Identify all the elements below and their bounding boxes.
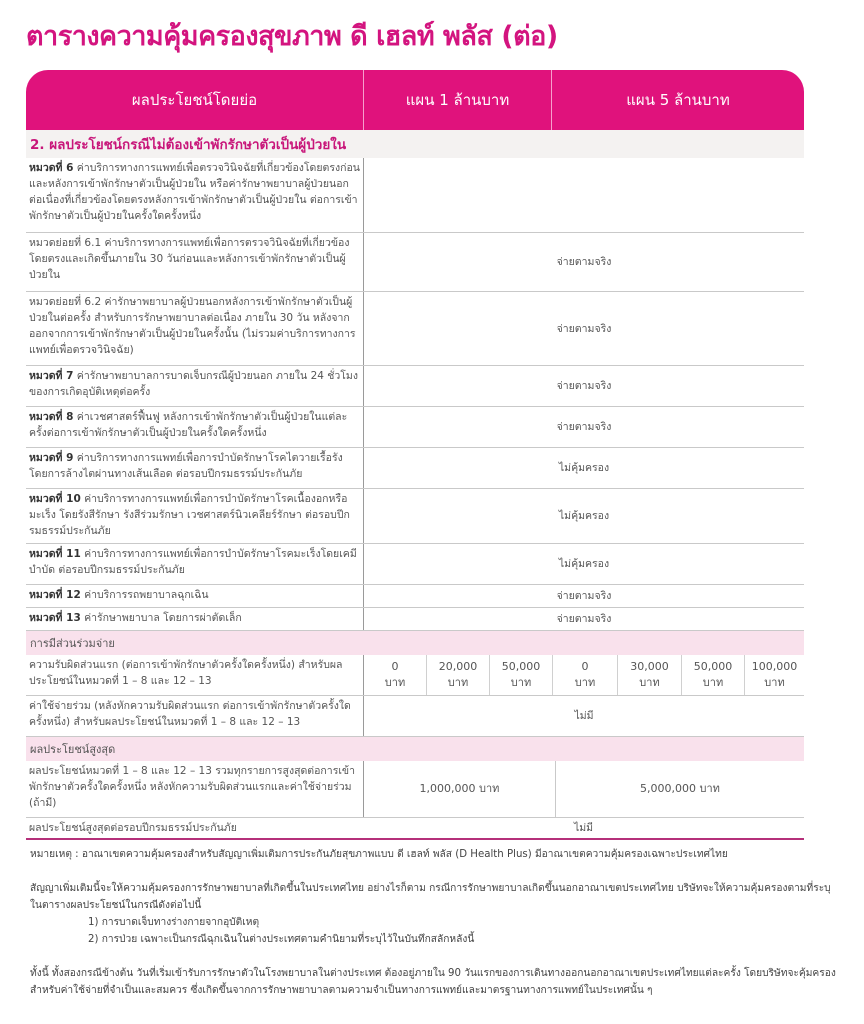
table-row xyxy=(26,608,804,631)
table-row xyxy=(26,489,804,544)
row-label: หมวดที่ 6 ค่าบริการทางการแพทย์เพื่อตรวจวินิจฉัยที่เกี่ยวข้องโดยตรงก่อนและหลังการเข้าพักรักษาตัวเป็นผู้ป่วยใน หรือค่ารักษาพยาบาลผู้ป่วยนอกต่อเนื่องที่เกี่ยวข้องโดยตรงหลังการเข้าพักรักษาตัวเป็นผู้ป่วยใน ต่อการเข้าพักรักษาตัวเป็นผู้ป่วยในครั้งใดครั้งหนึ่ง xyxy=(26,158,364,232)
row-value xyxy=(364,158,804,232)
deductible-plan5-option: 0 บาท xyxy=(553,655,618,695)
row-value: ไม่คุ้มครอง xyxy=(558,462,610,474)
row-label: หมวดย่อยที่ 6.1 ค่าบริการทางการแพทย์เพื่อการตรวจวินิจฉัยที่เกี่ยวข้องโดยตรงและเกิดขึ้นภายใน 30 วันก่อนและหลังการเข้าพักรักษาตัวเป็นผู้ป่วยใน xyxy=(26,233,364,291)
row-value: จ่ายตามจริง xyxy=(556,613,612,625)
deductible-plan5-option: 100,000 บาท xyxy=(751,660,798,689)
overseas-item-1: 1) การบาดเจ็บทางร่างกายจากอุบัติเหตุ xyxy=(88,917,260,928)
max-per-year-label: ผลประโยชน์สูงสุดต่อรอบปีกรมธรรม์ประกันภัย xyxy=(29,822,237,834)
max-benefit-section-title: ผลประโยชน์สูงสุด xyxy=(26,737,804,761)
max-plan1-value: 1,000,000 บาท xyxy=(364,761,556,817)
row-label: หมวดที่ 12 ค่าบริการรถพยาบาลฉุกเฉิน xyxy=(26,585,364,607)
row-label: หมวดที่ 9 ค่าบริการทางการแพทย์เพื่อการบำบัดรักษาโรคไตวายเรื้อรังโดยการล้างไตผ่านทางเส้นเลือด ต่อรอบปีกรมธรรม์ประกันภัย xyxy=(26,448,364,488)
row-value: จ่ายตามจริง xyxy=(556,590,612,602)
deductible-options xyxy=(364,655,804,695)
coinsurance-row xyxy=(26,696,804,737)
section-outpatient-title: 2. ผลประโยชน์กรณีไม่ต้องเข้าพักรักษาตัวเป็นผู้ป่วยใน xyxy=(26,130,804,158)
deductible-label: ความรับผิดส่วนแรก (ต่อการเข้าพักรักษาตัวครั้งใดครั้งหนึ่ง) สำหรับผลประโยชน์ในหมวดที่ 1 – 8 และ 12 – 13 xyxy=(26,655,364,695)
deductible-row xyxy=(26,655,804,696)
overseas-conditions-text: ทั้งนี้ ทั้งสองกรณีข้างต้น วันที่เริ่มเข้ารับการรักษาตัวในโรงพยาบาลในต่างประเทศ ต้องอยู่ภายใน 90 วันแรกของการเดินทางออกนอกอาณาเขตประเทศไทยแต่ละครั้ง โดยบริษัทจะคุ้มครองสำหรับค่าใช้จ่ายที่จำเป็นและสมควร ซึ่งเกิดขึ้นจากการรักษาพยาบาลตามความจำเป็นทางการแพทย์และมาตรฐานทางการแพทย์ในประเทศนั้น ๆ xyxy=(30,968,836,996)
row-label: หมวดที่ 7 ค่ารักษาพยาบาลการบาดเจ็บกรณีผู้ป่วยนอก ภายใน 24 ชั่วโมงของการเกิดอุบัติเหตุต่อครั้ง xyxy=(26,366,364,406)
row-label: หมวดที่ 8 ค่าเวชศาสตร์ฟื้นฟู หลังการเข้าพักรักษาตัวเป็นผู้ป่วยในแต่ละครั้งต่อการเข้าพักรักษาตัวเป็นผู้ป่วยในครั้งใดครั้งหนึ่ง xyxy=(26,407,364,447)
copay-section-title: การมีส่วนร่วมจ่าย xyxy=(26,631,804,655)
table-row xyxy=(26,585,804,608)
row-value: จ่ายตามจริง xyxy=(556,322,612,335)
header-benefit-summary: ผลประโยชน์โดยย่อ xyxy=(26,70,364,130)
header-plan-5m: แผน 5 ล้านบาท xyxy=(626,91,730,109)
table-row xyxy=(26,292,804,366)
deductible-plan5-option: 30,000 บาท xyxy=(618,655,682,695)
max-plan5-value: 5,000,000 บาท xyxy=(640,782,720,795)
coinsurance-label: ค่าใช้จ่ายร่วม (หลังหักความรับผิดส่วนแรก ต่อการเข้าพักรักษาตัวครั้งใดครั้งหนึ่ง) สำหรับผลประโยชน์ในหมวดที่ 1 – 8 และ 12 – 13 xyxy=(26,696,364,736)
table-row xyxy=(26,233,804,292)
deductible-plan1-option: 0 บาท xyxy=(364,655,427,695)
row-value: จ่ายตามจริง xyxy=(556,256,612,268)
row-label: หมวดที่ 13 ค่ารักษาพยาบาล โดยการผ่าตัดเล็ก xyxy=(26,608,364,630)
row-value: จ่ายตามจริง xyxy=(556,421,612,433)
table-row xyxy=(26,366,804,407)
remark-text: หมายเหตุ : อาณาเขตความคุ้มครองสำหรับสัญญาเพิ่มเติมการประกันภัยสุขภาพแบบ ดี เฮลท์ พลัส (D Health Plus) มีอาณาเขตความคุ้มครองเฉพาะประเทศไทย xyxy=(30,849,728,860)
row-label: หมวดย่อยที่ 6.2 ค่ารักษาพยาบาลผู้ป่วยนอกหลังการเข้าพักรักษาตัวเป็นผู้ป่วยในต่อครั้ง สำหรับการรักษาพยาบาลต่อเนื่อง ภายใน 30 วัน หลังจากออกจากการเข้าพักรักษาตัวเป็นผู้ป่วยในครั้งนั้น (ไม่รวมค่าบริการทางการแพทย์เพื่อตรวจวินิจฉัย) xyxy=(26,292,364,365)
max-per-year-row xyxy=(26,818,804,840)
overseas-item-2: 2) การป่วย เฉพาะเป็นกรณีฉุกเฉินในต่างประเทศตามคำนิยามที่ระบุไว้ในบันทึกสลักหลังนี้ xyxy=(88,934,475,945)
coverage-table xyxy=(26,70,804,840)
max-per-year-value: ไม่มี xyxy=(573,822,594,834)
table-row xyxy=(26,544,804,585)
row-value: จ่ายตามจริง xyxy=(556,380,612,392)
overseas-coverage-text: สัญญาเพิ่มเติมนี้จะให้ความคุ้มครองการรักษาพยาบาลที่เกิดขึ้นในประเทศไทย อย่างไรก็ตาม กรณีการรักษาพยาบาลเกิดขึ้นนอกอาณาเขตประเทศไทย บริษัทจะให้ความคุ้มครองตามที่ระบุในตารางผลประโยชน์ในกรณีดังต่อไปนี้ xyxy=(30,883,831,911)
max-per-admission-values xyxy=(364,761,804,817)
footnotes xyxy=(30,846,840,999)
deductible-plan5-option: 50,000 บาท xyxy=(682,655,745,695)
row-value: ไม่คุ้มครอง xyxy=(558,558,610,570)
max-per-admission-label: ผลประโยชน์หมวดที่ 1 – 8 และ 12 – 13 รวมทุกรายการสูงสุดต่อการเข้าพักรักษาตัวครั้งใดครั้งหนึ่ง หลังหักความรับผิดส่วนแรกและค่าใช้จ่ายร่วม (ถ้ามี) xyxy=(26,761,364,817)
table-row xyxy=(26,158,804,233)
row-label: หมวดที่ 10 ค่าบริการทางการแพทย์เพื่อการบำบัดรักษาโรคเนื้องอกหรือมะเร็ง โดยรังสีรักษา รังสีร่วมรักษา เวชศาสตร์นิวเคลียร์รักษา ต่อรอบปีกรมธรรม์ประกันภัย xyxy=(26,489,364,543)
header-plan-1m: แผน 1 ล้านบาท xyxy=(364,70,552,130)
row-label: หมวดที่ 11 ค่าบริการทางการแพทย์เพื่อการบำบัดรักษาโรคมะเร็งโดยเคมีบำบัด ต่อรอบปีกรมธรรม์ประกันภัย xyxy=(26,544,364,584)
table-header xyxy=(26,70,804,130)
table-row xyxy=(26,448,804,489)
row-value: ไม่คุ้มครอง xyxy=(558,510,610,522)
deductible-plan1-option: 20,000 บาท xyxy=(427,655,490,695)
page-title: ตารางความคุ้มครองสุขภาพ ดี เฮลท์ พลัส (ต่อ) xyxy=(26,21,558,52)
coinsurance-value: ไม่มี xyxy=(574,710,594,722)
deductible-plan1-option: 50,000 บาท xyxy=(490,655,553,695)
table-row xyxy=(26,407,804,448)
max-per-admission-row xyxy=(26,761,804,818)
